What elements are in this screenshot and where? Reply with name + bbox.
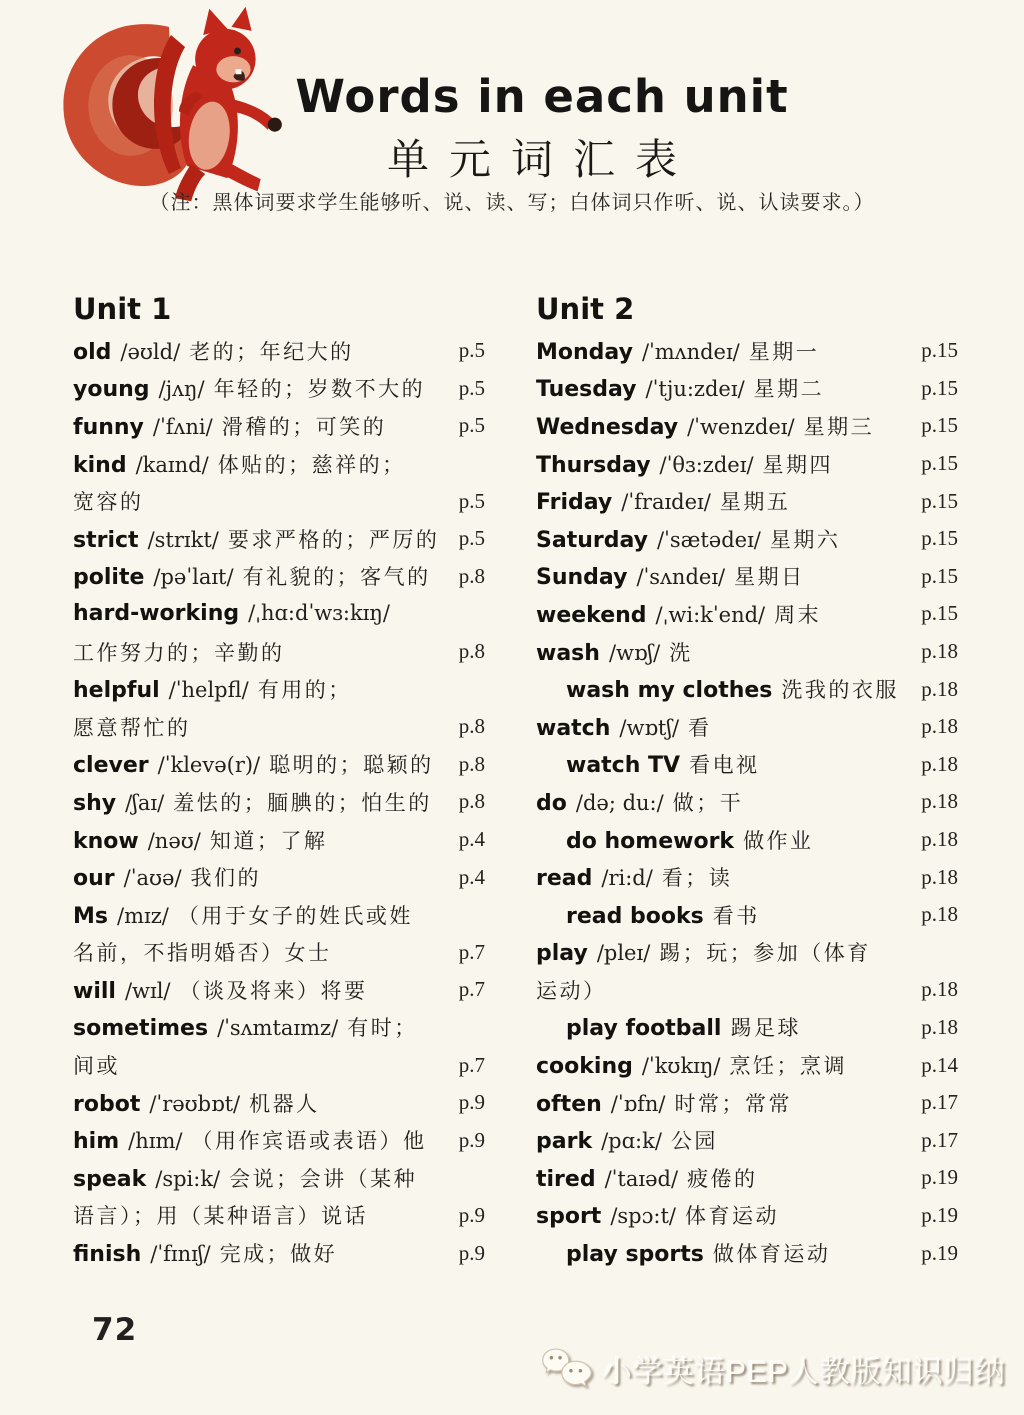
entry-phonetic: /pleɪ/ — [596, 941, 651, 966]
entry-phonetic: /strɪkt/ — [147, 527, 219, 552]
word-row — [536, 1084, 958, 1122]
entry-text — [536, 712, 712, 742]
continuation-row — [73, 1046, 485, 1084]
entry-phonetic: /ri:d/ — [601, 866, 653, 891]
entry-text — [73, 1012, 418, 1042]
word-row — [536, 934, 958, 972]
entry-word: park — [536, 1129, 593, 1155]
entry-page: p.4 — [458, 827, 485, 852]
word-row — [73, 1084, 485, 1122]
entry-phonetic: /ˈwenzdeɪ/ — [687, 414, 795, 439]
entry-meaning: 老的；年纪大的 — [189, 339, 354, 364]
entry-meaning: 疲倦的 — [687, 1166, 758, 1191]
entry-page: p.19 — [921, 1165, 958, 1190]
word-row — [536, 595, 958, 633]
word-row — [73, 370, 485, 408]
entry-text — [73, 900, 413, 930]
entry-text — [73, 1163, 417, 1193]
word-row — [536, 896, 958, 934]
entry-meaning: 有礼貌的；客气的 — [242, 565, 431, 590]
word-row — [536, 407, 958, 445]
entry-text — [536, 1200, 779, 1230]
entry-word: watch TV — [566, 753, 681, 779]
entry-page: p.18 — [921, 902, 958, 927]
entry-phonetic: /wɒtʃ/ — [619, 715, 680, 740]
continuation-row — [73, 1197, 485, 1235]
entry-phonetic: /nəʊ/ — [147, 828, 201, 853]
entry-word: Sunday — [536, 565, 628, 591]
entry-meaning: 星期日 — [734, 565, 805, 590]
entry-page: p.18 — [921, 639, 958, 664]
entry-text — [536, 1088, 792, 1118]
entry-page: p.18 — [921, 676, 958, 701]
word-row — [536, 1121, 958, 1159]
word-row — [73, 746, 485, 784]
continuation-row — [73, 934, 485, 972]
entry-meaning: 间或 — [73, 1054, 120, 1079]
word-row — [536, 558, 958, 596]
entry-text — [536, 637, 693, 667]
entry-phonetic: /mɪz/ — [117, 903, 169, 928]
entry-word: do homework — [566, 828, 735, 854]
entry-text — [73, 862, 261, 892]
entry-word: polite — [73, 565, 145, 591]
entry-text — [536, 937, 871, 967]
entry-text — [536, 862, 732, 892]
word-row — [73, 520, 485, 558]
entry-meaning: 看电视 — [689, 753, 760, 778]
word-row — [73, 1121, 485, 1159]
word-row — [536, 332, 958, 370]
entry-text — [73, 825, 327, 855]
entry-text — [536, 1125, 718, 1155]
entry-phonetic: /ˈaʊə/ — [123, 866, 182, 891]
entry-word: Wednesday — [536, 414, 679, 440]
word-row — [73, 1234, 485, 1272]
entry-text — [73, 937, 332, 967]
word-row — [73, 595, 485, 633]
entry-phonetic: /ˈθɜ:zdeɪ/ — [659, 452, 754, 477]
word-row — [73, 821, 485, 859]
entry-phonetic: /ˈsætədeɪ/ — [656, 527, 761, 552]
entry-meaning: 愿意帮忙的 — [73, 715, 191, 740]
entry-page: p.14 — [921, 1052, 958, 1077]
entry-text — [566, 1012, 801, 1042]
entry-page: p.18 — [921, 827, 958, 852]
entry-page: p.17 — [921, 1127, 958, 1152]
entry-word: weekend — [536, 602, 647, 628]
entry-word: finish — [73, 1242, 142, 1268]
entry-page: p.15 — [921, 338, 958, 363]
entry-meaning: 体育运动 — [684, 1204, 779, 1229]
entry-page: p.15 — [921, 375, 958, 400]
entry-text — [73, 486, 144, 516]
entry-text — [536, 561, 805, 591]
entry-meaning: 年轻的；岁数不大的 — [213, 377, 426, 402]
entry-page: p.15 — [921, 413, 958, 438]
entry-meaning: 星期四 — [762, 452, 834, 477]
entry-word: Ms — [73, 903, 108, 929]
entry-meaning: 会说；会讲（某种 — [229, 1166, 418, 1191]
word-row — [536, 1197, 958, 1235]
word-row — [73, 407, 485, 445]
word-row — [536, 520, 958, 558]
entry-word: him — [73, 1129, 120, 1155]
word-row — [536, 633, 958, 671]
entry-text — [73, 975, 368, 1005]
entry-page: p.18 — [921, 864, 958, 889]
entry-meaning: 做作业 — [743, 828, 814, 853]
entry-page: p.15 — [921, 451, 958, 476]
entry-page: p.8 — [458, 639, 485, 664]
entry-word: hard-working — [73, 601, 240, 627]
entry-word: play — [536, 941, 588, 967]
word-row — [73, 1159, 485, 1197]
word-row — [536, 1159, 958, 1197]
entry-phonetic: /wɪl/ — [124, 978, 171, 1003]
entry-page: p.5 — [458, 526, 485, 551]
watermark — [541, 1346, 1006, 1392]
entry-word: funny — [73, 414, 144, 440]
continuation-row — [73, 633, 485, 671]
word-row — [536, 1009, 958, 1047]
entry-text — [536, 411, 874, 441]
entry-phonetic: /də; du:/ — [575, 790, 664, 815]
word-row — [536, 858, 958, 896]
entry-text — [566, 1238, 830, 1268]
entry-meaning: 有时； — [347, 1016, 418, 1041]
entry-page: p.7 — [458, 977, 485, 1002]
entry-meaning: 完成；做好 — [219, 1242, 338, 1267]
word-row — [536, 821, 958, 859]
entry-meaning: 滑稽的；可笑的 — [221, 414, 387, 439]
word-row — [536, 746, 958, 784]
entry-text — [536, 336, 819, 366]
entry-word: wash my clothes — [566, 678, 773, 704]
entry-word: old — [73, 339, 112, 365]
word-row — [536, 370, 958, 408]
entry-text — [536, 524, 840, 554]
entry-word: our — [73, 866, 115, 892]
entry-phonetic: /ˈrəʊbɒt/ — [149, 1091, 241, 1116]
word-row — [73, 1009, 485, 1047]
entry-meaning: 羞怯的；腼腆的；怕生的 — [173, 790, 432, 815]
entry-text — [73, 712, 191, 742]
entry-word: do — [536, 790, 567, 816]
entry-word: kind — [73, 452, 127, 478]
entry-text — [73, 449, 406, 479]
entry-word: helpful — [73, 678, 160, 704]
entry-meaning: （用作宾语或表语）他 — [191, 1129, 427, 1154]
entry-word: sport — [536, 1204, 602, 1230]
entry-page: p.18 — [921, 977, 958, 1002]
entry-text — [566, 825, 814, 855]
entry-phonetic: /pɑ:k/ — [601, 1129, 662, 1154]
entry-text — [536, 1050, 847, 1080]
entry-phonetic: /ˈfraɪdeɪ/ — [621, 490, 711, 515]
entry-meaning: 名前，不指明婚否）女士 — [73, 941, 332, 966]
unit2-entries — [536, 332, 958, 1272]
entry-meaning: 星期三 — [803, 414, 875, 439]
entry-phonetic: /ˈsʌndeɪ/ — [636, 565, 726, 590]
word-row — [536, 708, 958, 746]
entry-phonetic: /ˈkʊkɪŋ/ — [641, 1054, 721, 1079]
entry-page: p.9 — [458, 1240, 485, 1265]
entry-phonetic: /əʊld/ — [120, 339, 181, 364]
continuation-row — [536, 971, 958, 1009]
word-row — [73, 783, 485, 821]
entry-phonetic: /ˈɒfn/ — [610, 1091, 666, 1116]
entry-page: p.19 — [921, 1202, 958, 1227]
entry-meaning: 我们的 — [190, 866, 262, 891]
entry-word: read books — [566, 903, 704, 929]
entry-word: read — [536, 866, 593, 892]
entry-text — [73, 1125, 426, 1155]
entry-meaning: （用于女子的姓氏或姓 — [177, 903, 413, 928]
entry-meaning: 周末 — [774, 602, 822, 627]
entry-word: sometimes — [73, 1016, 209, 1042]
entry-meaning: 机器人 — [249, 1091, 320, 1116]
entry-phonetic: /ˈfʌni/ — [152, 414, 213, 439]
entry-meaning: 要求严格的；严厉的 — [227, 527, 440, 552]
entry-meaning: 看 — [688, 715, 712, 740]
entry-word: Monday — [536, 339, 633, 365]
entry-phonetic: /hɪm/ — [128, 1129, 183, 1154]
entry-text — [536, 1163, 758, 1193]
entry-phonetic: /kaɪnd/ — [135, 452, 209, 477]
entry-page: p.9 — [458, 1090, 485, 1115]
entry-text — [73, 373, 425, 403]
entry-text — [566, 900, 760, 930]
entry-word: young — [73, 377, 150, 403]
entry-meaning: 运动） — [536, 978, 607, 1003]
entry-text — [536, 599, 821, 629]
entry-meaning: 聪明的；聪颖的 — [269, 753, 434, 778]
entry-word: Thursday — [536, 452, 651, 478]
entry-meaning: 时常；常常 — [674, 1091, 792, 1116]
word-row — [73, 558, 485, 596]
entry-word: often — [536, 1091, 602, 1117]
entry-word: watch — [536, 715, 611, 741]
word-row — [536, 1234, 958, 1272]
entry-page: p.18 — [921, 751, 958, 776]
entry-text — [73, 336, 354, 366]
continuation-row — [73, 482, 485, 520]
entry-page: p.8 — [458, 563, 485, 588]
entry-phonetic: /ˌhɑ:dˈwɜ:kɪŋ/ — [248, 601, 390, 626]
entry-word: play sports — [566, 1242, 704, 1268]
entry-page: p.15 — [921, 526, 958, 551]
word-row — [73, 896, 485, 934]
entry-text — [73, 1238, 337, 1268]
entry-meaning: 工作努力的；辛勤的 — [73, 640, 285, 665]
entry-word: tired — [536, 1166, 596, 1192]
word-row — [536, 783, 958, 821]
entry-phonetic: /ˌwi:kˈend/ — [655, 602, 766, 627]
entry-text — [73, 674, 352, 704]
entry-text — [73, 1050, 120, 1080]
entry-page: p.7 — [458, 939, 485, 964]
word-row — [536, 482, 958, 520]
entry-text — [73, 787, 432, 817]
entry-word: Saturday — [536, 527, 648, 553]
entry-text — [566, 749, 760, 779]
entry-phonetic: /wɒʃ/ — [608, 640, 661, 665]
entry-page: p.5 — [458, 338, 485, 363]
unit1-column — [73, 292, 485, 1272]
entry-phonetic: /pəˈlaɪt/ — [153, 565, 234, 590]
entry-text — [73, 749, 434, 779]
entry-phonetic: /ˈtaɪəd/ — [604, 1166, 679, 1191]
entry-text — [73, 561, 431, 591]
entry-word: Tuesday — [536, 377, 637, 403]
entry-phonetic: /spɔ:t/ — [610, 1204, 676, 1229]
page-title: Words in each unit — [295, 70, 789, 123]
entry-word: strict — [73, 527, 139, 553]
entry-page: p.17 — [921, 1090, 958, 1115]
entry-word: wash — [536, 640, 600, 666]
entry-page: p.18 — [921, 789, 958, 814]
entry-phonetic: /ˈklevə(r)/ — [157, 753, 261, 778]
unit1-heading: Unit 1 — [73, 292, 172, 326]
entry-text — [536, 373, 824, 403]
entry-text — [536, 449, 833, 479]
entry-meaning: 星期二 — [753, 377, 825, 402]
entry-text — [536, 787, 743, 817]
entry-meaning: 做；干 — [672, 790, 744, 815]
entry-meaning: 看；读 — [661, 866, 733, 891]
entry-page: p.15 — [921, 488, 958, 513]
entry-meaning: 知道；了解 — [209, 828, 328, 853]
word-row — [73, 670, 485, 708]
entry-text — [536, 486, 790, 516]
entry-text — [73, 411, 386, 441]
entry-meaning: 有用的； — [257, 678, 352, 703]
entry-meaning: 宽容的 — [73, 490, 144, 515]
entry-meaning: 踢；玩；参加（体育 — [659, 941, 871, 966]
entry-meaning: 烹饪；烹调 — [729, 1054, 847, 1079]
entry-text — [566, 674, 899, 704]
word-row — [73, 332, 485, 370]
usage-note: （注：黑体词要求学生能够听、说、读、写；白体词只作听、说、认读要求。） — [149, 192, 875, 214]
entry-phonetic: /ˈtju:zdeɪ/ — [645, 377, 745, 402]
entry-meaning: 看书 — [712, 903, 760, 928]
entry-text — [73, 1088, 320, 1118]
entry-word: play football — [566, 1016, 722, 1042]
entry-page: p.18 — [921, 1014, 958, 1039]
entry-page: p.15 — [921, 601, 958, 626]
entry-phonetic: /spi:k/ — [155, 1166, 221, 1191]
entry-phonetic: /ˈfɪnɪʃ/ — [150, 1242, 211, 1267]
entry-word: cooking — [536, 1054, 633, 1080]
entry-text — [73, 1200, 368, 1230]
watermark-text: 小学英语PEP人教版知识归纳 — [601, 1356, 1006, 1389]
word-row — [536, 1046, 958, 1084]
entry-meaning: 语言）；用（某种语言）说话 — [73, 1204, 368, 1229]
word-row — [73, 971, 485, 1009]
entry-page: p.19 — [921, 1240, 958, 1265]
entry-word: speak — [73, 1166, 147, 1192]
unit2-column — [536, 292, 958, 1272]
entry-word: Friday — [536, 490, 613, 516]
entry-meaning: 洗 — [669, 640, 693, 665]
continuation-row — [73, 708, 485, 746]
page-number: 72 — [92, 1312, 138, 1348]
entry-meaning: 做体育运动 — [712, 1242, 831, 1267]
entry-text — [73, 601, 399, 626]
entry-text — [73, 637, 285, 667]
word-row — [73, 445, 485, 483]
entry-page: p.8 — [458, 714, 485, 739]
entry-page: p.9 — [458, 1127, 485, 1152]
entry-page: p.18 — [921, 714, 958, 739]
page-subtitle: 单元词汇表 — [386, 138, 697, 184]
entry-page: p.8 — [458, 751, 485, 776]
entry-word: will — [73, 978, 116, 1004]
entry-meaning: 星期五 — [719, 490, 791, 515]
entry-phonetic: /ʃaɪ/ — [125, 790, 165, 815]
entry-page: p.4 — [458, 864, 485, 889]
entry-page: p.15 — [921, 563, 958, 588]
unit1-entries — [73, 332, 485, 1272]
entry-page: p.7 — [458, 1052, 485, 1077]
unit2-heading: Unit 2 — [536, 292, 635, 326]
entry-text — [536, 975, 607, 1005]
word-row — [536, 670, 958, 708]
entry-phonetic: /ˈsʌmtaɪmz/ — [217, 1016, 339, 1041]
entry-word: know — [73, 828, 139, 854]
word-row — [73, 858, 485, 896]
entry-page: p.9 — [458, 1202, 485, 1227]
entry-meaning: （谈及将来）将要 — [179, 978, 368, 1003]
entry-meaning: 星期一 — [748, 339, 820, 364]
entry-page: p.8 — [458, 789, 485, 814]
wechat-icon — [541, 1346, 593, 1392]
entry-word: shy — [73, 790, 117, 816]
entry-meaning: 洗我的衣服 — [781, 678, 899, 703]
entry-page: p.5 — [458, 413, 485, 438]
entry-page: p.5 — [458, 375, 485, 400]
entry-meaning: 公园 — [670, 1129, 718, 1154]
entry-page: p.5 — [458, 488, 485, 513]
entry-phonetic: /ˈmʌndeɪ/ — [641, 339, 740, 364]
entry-meaning: 踢足球 — [730, 1016, 801, 1041]
entry-meaning: 星期六 — [769, 527, 841, 552]
entry-text — [73, 524, 439, 554]
entry-phonetic: /ˈhelpfl/ — [168, 678, 249, 703]
entry-meaning: 体贴的；慈祥的； — [217, 452, 406, 477]
entry-phonetic: /jʌŋ/ — [158, 377, 205, 402]
word-row — [536, 445, 958, 483]
entry-word: clever — [73, 753, 149, 779]
entry-word: robot — [73, 1091, 141, 1117]
